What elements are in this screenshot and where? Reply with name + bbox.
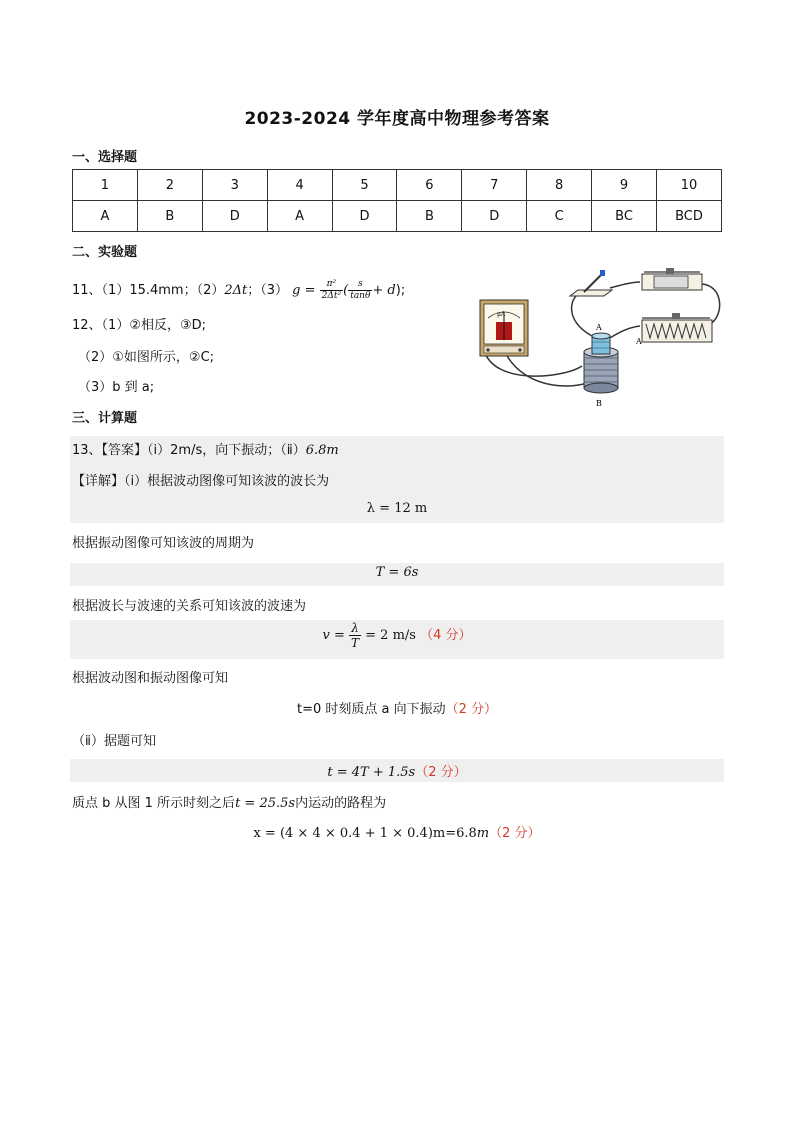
eq-v-num: λ [349,622,361,636]
rheostat [642,268,702,290]
q13-detail: 【详解】（ⅰ）根据波动图像可知该波的波长为 [72,474,330,489]
t0-line [0,698,794,717]
eq-v-right: = 2 m/s [365,628,416,643]
part2: （ⅱ）据题可知 [72,734,156,749]
q11-line [72,279,405,301]
eq-x-m: m [476,826,490,841]
switch [570,270,612,296]
q13-answer-prefix: 13、【答案】（ⅰ）2m/s，向下振动；（ⅱ） [72,443,306,458]
table-cell: 2 [137,170,202,201]
eq-v [0,622,794,649]
q11-open: ( [343,283,349,298]
q11-inner-den: tanθ [350,291,371,301]
section-choice-heading: 一、选择题 [72,150,138,165]
eq-T [0,565,794,580]
section-experiment-heading: 二、实验题 [72,245,138,260]
text-speed: 根据波长与波速的关系可知该波的波速为 [72,599,307,614]
q12-line1: 12、（1）②相反，③D; [72,318,207,333]
eq-v-left: v = [322,628,345,643]
score-4: （4 分） [420,628,472,643]
table-cell: 9 [592,170,657,201]
table-cell: B [397,201,462,232]
eq-x-left: x = (4 × 4 × 0.4 + 1 × 0.4)m=6.8 [253,826,477,841]
eq-lambda-text: λ = 12 m [366,501,428,516]
eq-t-text: t = 4T + 1.5s [327,765,416,780]
answer-table [72,169,722,232]
meter-label: μA [497,311,506,318]
table-cell: 5 [332,170,397,201]
table-cell: A [73,201,138,232]
q12-line3: （3）b 到 a; [78,380,155,395]
t0-text: t=0 时刻质点 a 向下振动 [296,702,446,717]
wire [610,282,640,288]
q11-close: ); [395,283,406,298]
eq-v-den: T [351,636,360,650]
score-2b: （2 分） [415,765,467,780]
table-cell: 8 [527,170,592,201]
resistor-coil [642,313,712,342]
table-row-answers [73,201,722,232]
q11-sep: ；（3） [247,283,289,298]
wire [606,326,640,340]
table-cell: 7 [462,170,527,201]
table-cell: D [332,201,397,232]
circuit-figure [474,266,724,412]
page-title: 2023-2024 学年度高中物理参考答案 [244,109,550,129]
q11-frac-den: 2Δt² [321,291,342,301]
q11-fraction [320,280,343,301]
table-cell: BC [592,201,657,232]
q11-prefix: 11、（1）15.4mm；（2） [72,283,225,298]
text-period: 根据振动图像可知该波的周期为 [72,536,255,551]
table-cell: 1 [73,170,138,201]
table-cell: 10 [657,170,722,201]
label-a: A [596,323,602,332]
eq-t [0,761,794,780]
q11-inner-num: s [348,280,372,291]
q11-frac-num: π² [320,280,343,291]
score-2c: （2 分） [489,826,541,841]
text-b-eq: t = 25.5s [235,796,296,811]
text-b-prefix: 质点 b 从图 1 所示时刻之后 [72,796,236,811]
q11-plus-d: + d [372,283,396,298]
table-cell: D [462,201,527,232]
text-b [72,792,386,811]
text-b-suffix: 内运动的路程为 [295,796,387,811]
q11-answer2: 2Δt [224,283,248,298]
wire [572,292,592,336]
section-calc-heading: 三、计算题 [72,411,138,426]
table-row-numbers [73,170,722,201]
score-2a: （2 分） [445,702,498,717]
table-cell: 4 [267,170,332,201]
coil-a [592,333,610,354]
table-cell: 6 [397,170,462,201]
eq-lambda [0,501,794,516]
eq-v-fraction [349,622,361,649]
table-cell: 3 [202,170,267,201]
eq-T-text: T = 6s [375,565,419,580]
table-cell: BCD [657,201,722,232]
q13-answer [72,439,339,458]
galvanometer [480,300,528,356]
text-fig: 根据波动图和振动图像可知 [72,671,229,686]
q12-line2: （2）①如图所示，②C; [78,350,215,365]
q13-answer-value: 6.8m [305,443,339,458]
eq-x [0,822,794,841]
table-cell: B [137,201,202,232]
table-cell: D [202,201,267,232]
table-cell: A [267,201,332,232]
table-cell: C [527,201,592,232]
label-b: B [596,399,602,408]
coil-label: A [636,337,642,346]
q11-g: g = [292,283,316,298]
q11-inner-fraction [348,280,372,301]
